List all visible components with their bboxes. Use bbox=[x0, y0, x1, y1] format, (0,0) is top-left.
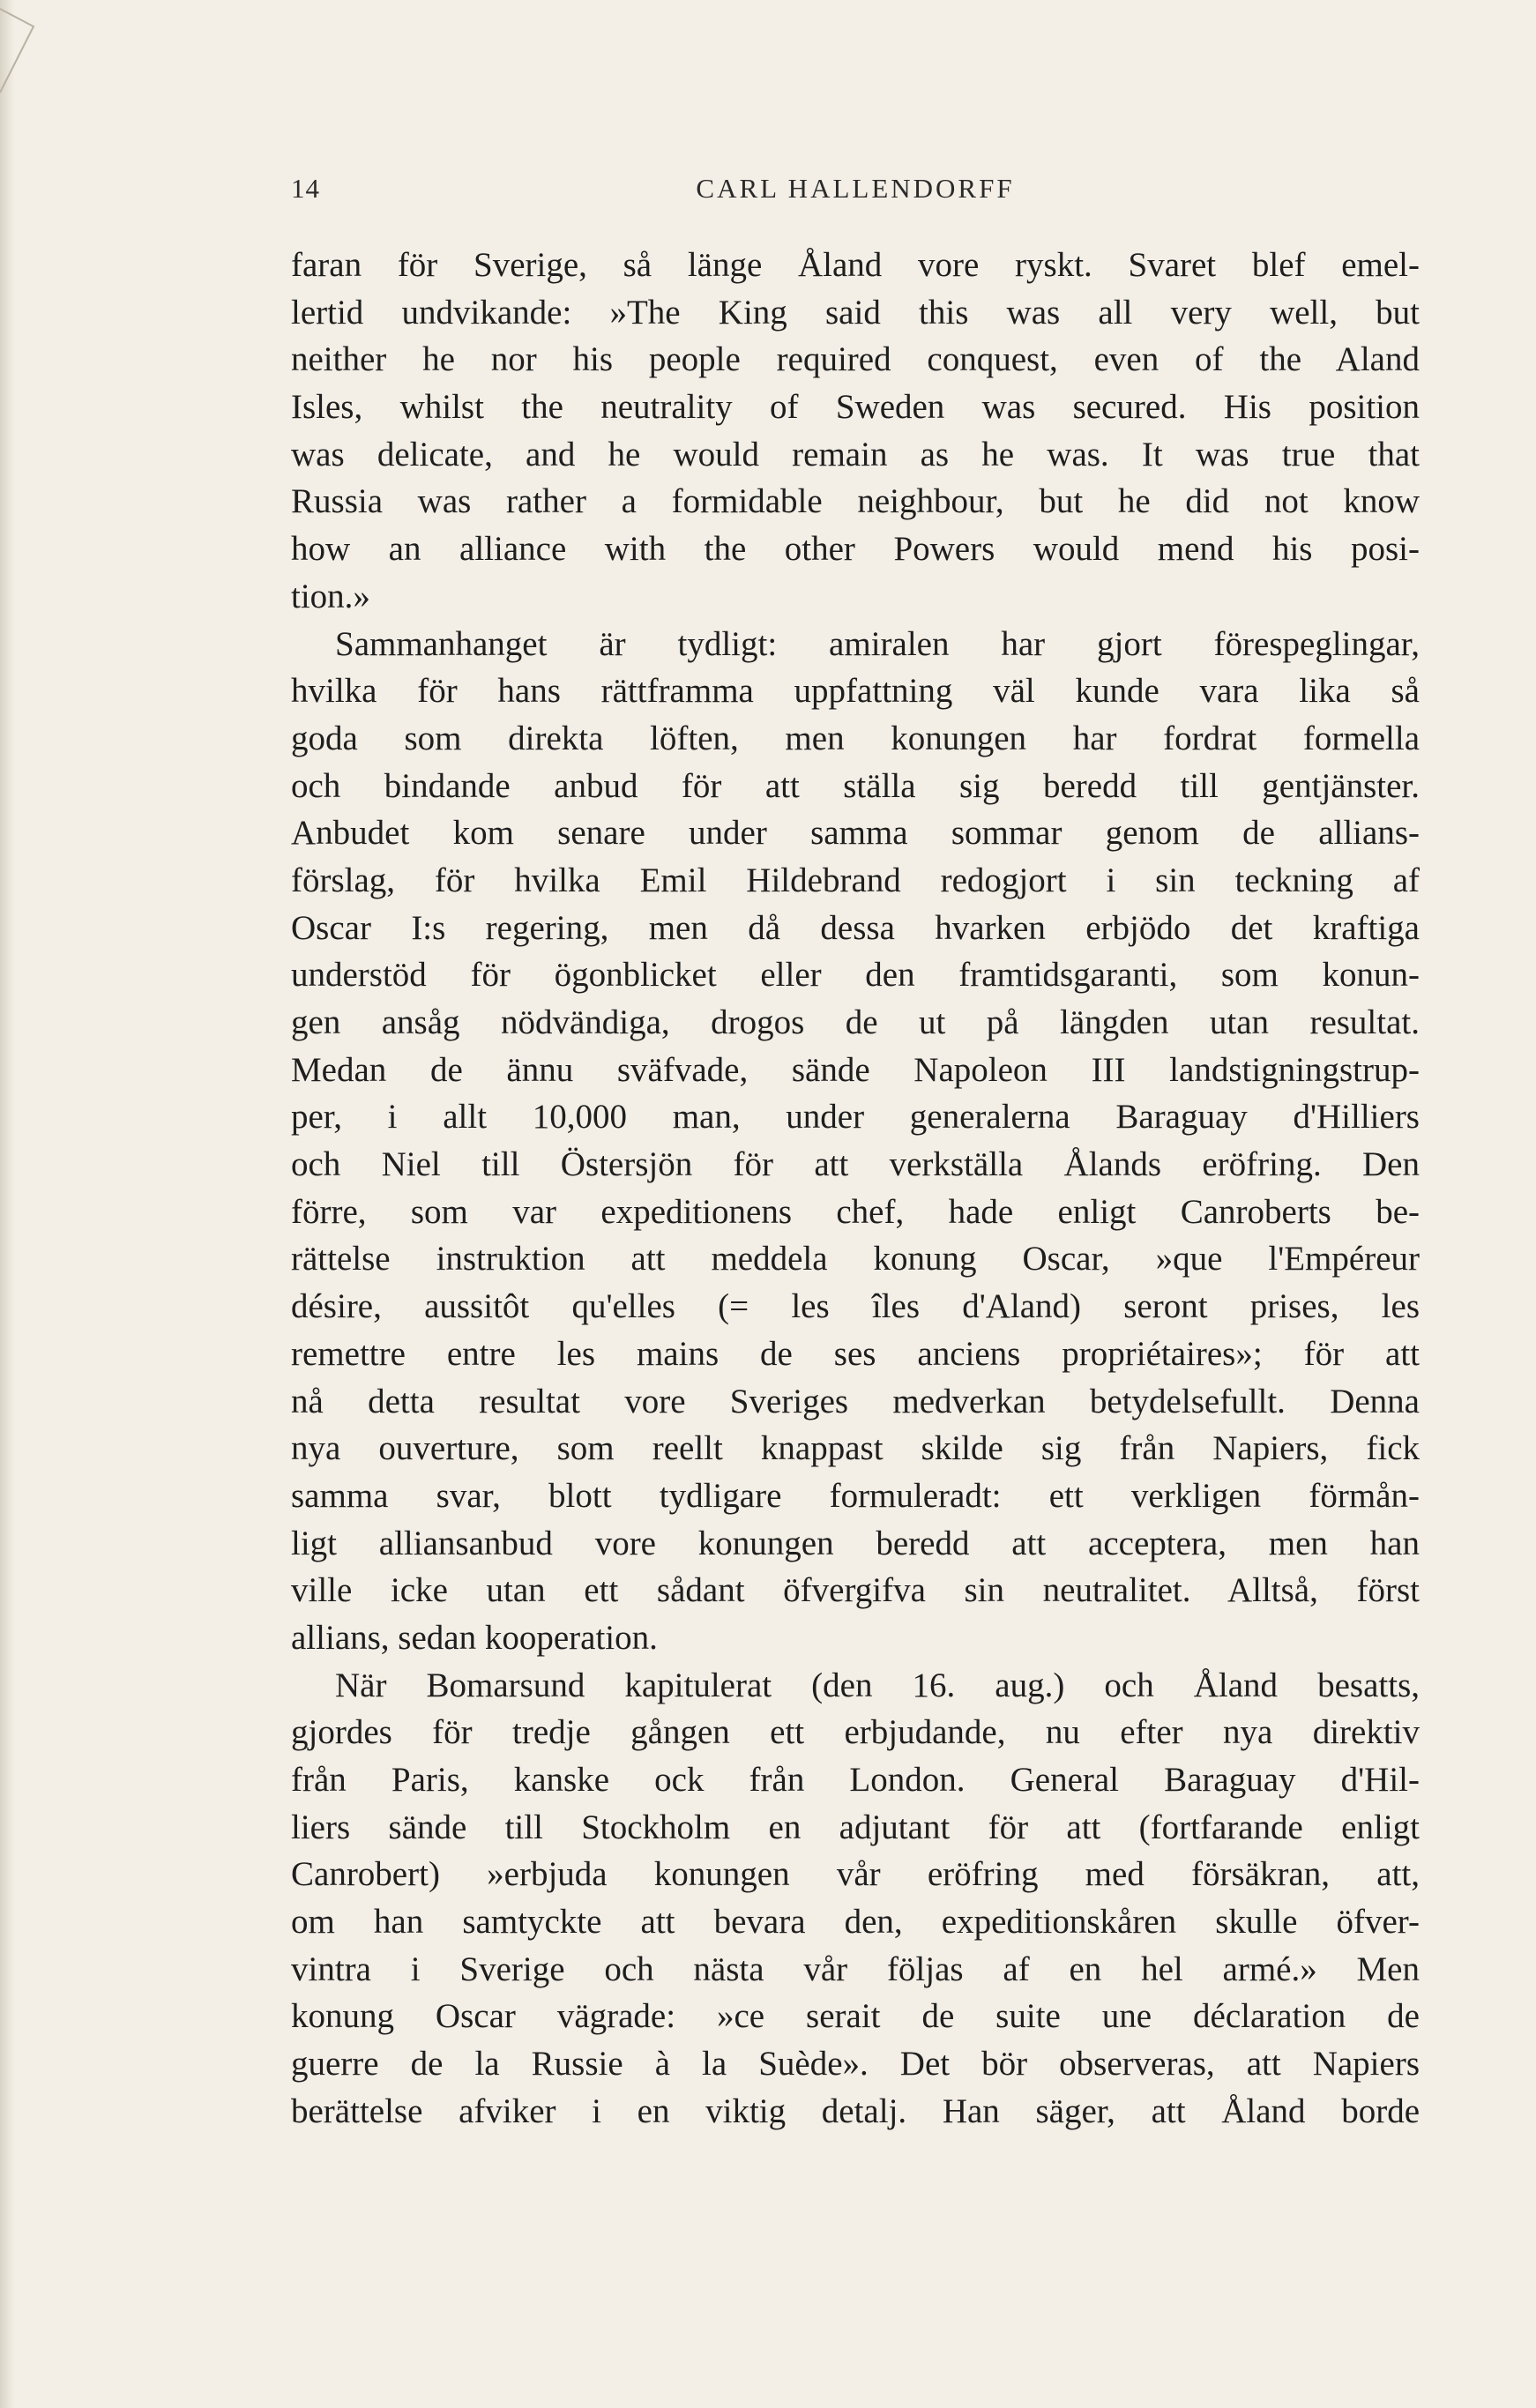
page-fold-mark bbox=[0, 0, 62, 97]
text-line: ville icke utan ett sådant öfvergifva sin neutralitet. Alltså, först bbox=[291, 1571, 1420, 1610]
text-line: understöd för ögonblicket eller den framtidsgaranti, som konun- bbox=[291, 956, 1420, 995]
text-line: Anbudet kom senare under samma sommar genom de allians- bbox=[291, 814, 1420, 853]
text-line: konung Oscar vägrade: »ce serait de suite une déclaration de bbox=[291, 1997, 1420, 2036]
text-line: förre, som var expeditionens chef, hade enligt Canroberts be- bbox=[291, 1192, 1420, 1231]
page-header bbox=[291, 173, 1420, 217]
text-line: Oscar I:s regering, men då dessa hvarken erbjödo det kraftiga bbox=[291, 908, 1420, 947]
text-line: ligt alliansanbud vore konungen beredd att acceptera, men han bbox=[291, 1524, 1420, 1562]
text-line: gen ansåg nödvändiga, drogos de ut på längden utan resultat. bbox=[291, 1003, 1420, 1041]
text-line: nå detta resultat vore Sveriges medverkan betydelsefullt. Denna bbox=[291, 1382, 1420, 1420]
text-line: faran för Sverige, så länge Åland vore ryskt. Svaret blef emel- bbox=[291, 246, 1420, 284]
text-line: och Niel till Östersjön för att verkställa Ålands eröfring. Den bbox=[291, 1145, 1420, 1184]
text-line: goda som direkta löften, men konungen har fordrat formella bbox=[291, 719, 1420, 757]
text-body bbox=[291, 242, 1420, 2136]
text-line: från Paris, kanske ock från London. General Baraguay d'Hil- bbox=[291, 1761, 1420, 1799]
text-line: lertid undvikande: »The King said this was all very well, but bbox=[291, 293, 1420, 332]
text-line: allians, sedan kooperation. bbox=[291, 1618, 658, 1657]
text-line: gjordes för tredje gången ett erbjudande, nu efter nya direktiv bbox=[291, 1713, 1420, 1752]
text-line: samma svar, blott tydligare formuleradt: ett verkligen förmån- bbox=[291, 1476, 1420, 1515]
text-line: rättelse instruktion att meddela konung Oscar, »que l'Empéreur bbox=[291, 1240, 1420, 1279]
text-line: Medan de ännu sväfvade, sände Napoleon III landstigningstrup- bbox=[291, 1050, 1420, 1089]
text-line: och bindande anbud för att ställa sig beredd till gentjänster. bbox=[291, 766, 1420, 805]
text-line: neither he nor his people required conquest, even of the Aland bbox=[291, 340, 1420, 379]
text-line: Russia was rather a formidable neighbour, but he did not know bbox=[291, 482, 1420, 521]
text-line: Isles, whilst the neutrality of Sweden was secured. His position bbox=[291, 388, 1420, 427]
text-line: Sammanhanget är tydligt: amiralen har gjort förespeglingar, bbox=[335, 624, 1420, 663]
text-line: Canrobert) »erbjuda konungen vår eröfring med försäkran, att, bbox=[291, 1855, 1420, 1894]
text-line: per, i allt 10,000 man, under generalerna Baraguay d'Hilliers bbox=[291, 1098, 1420, 1137]
text-line: berättelse afviker i en viktig detalj. Han säger, att Åland borde bbox=[291, 2091, 1420, 2130]
text-line: was delicate, and he would remain as he was. It was true that bbox=[291, 435, 1420, 473]
text-line: om han samtyckte att bevara den, expeditionskåren skulle öfver- bbox=[291, 1903, 1420, 1942]
page-edge-shadow bbox=[0, 0, 14, 2408]
text-line: tion.» bbox=[291, 577, 370, 615]
text-line: hvilka för hans rättframma uppfattning väl kunde vara lika så bbox=[291, 672, 1420, 711]
text-line: vintra i Sverige och nästa vår följas af en hel armé.» Men bbox=[291, 1950, 1420, 1988]
text-line: liers sände till Stockholm en adjutant för att (fortfarande enligt bbox=[291, 1808, 1420, 1846]
running-head: CARL HALLENDORFF bbox=[696, 173, 1015, 204]
text-line: förslag, för hvilka Emil Hildebrand redogjort i sin teckning af bbox=[291, 861, 1420, 899]
text-line: remettre entre les mains de ses anciens propriétaires»; för att bbox=[291, 1334, 1420, 1373]
text-line: nya ouverture, som reellt knappast skilde sig från Napiers, fick bbox=[291, 1429, 1420, 1468]
page-number: 14 bbox=[291, 173, 320, 204]
text-line: När Bomarsund kapitulerat (den 16. aug.) och Åland besatts, bbox=[335, 1666, 1420, 1704]
text-line: how an alliance with the other Powers would mend his posi- bbox=[291, 530, 1420, 569]
text-line: guerre de la Russie à la Suède». Det bör observeras, att Napiers bbox=[291, 2045, 1420, 2084]
text-line: désire, aussitôt qu'elles (= les îles d'Aland) seront prises, les bbox=[291, 1287, 1420, 1326]
